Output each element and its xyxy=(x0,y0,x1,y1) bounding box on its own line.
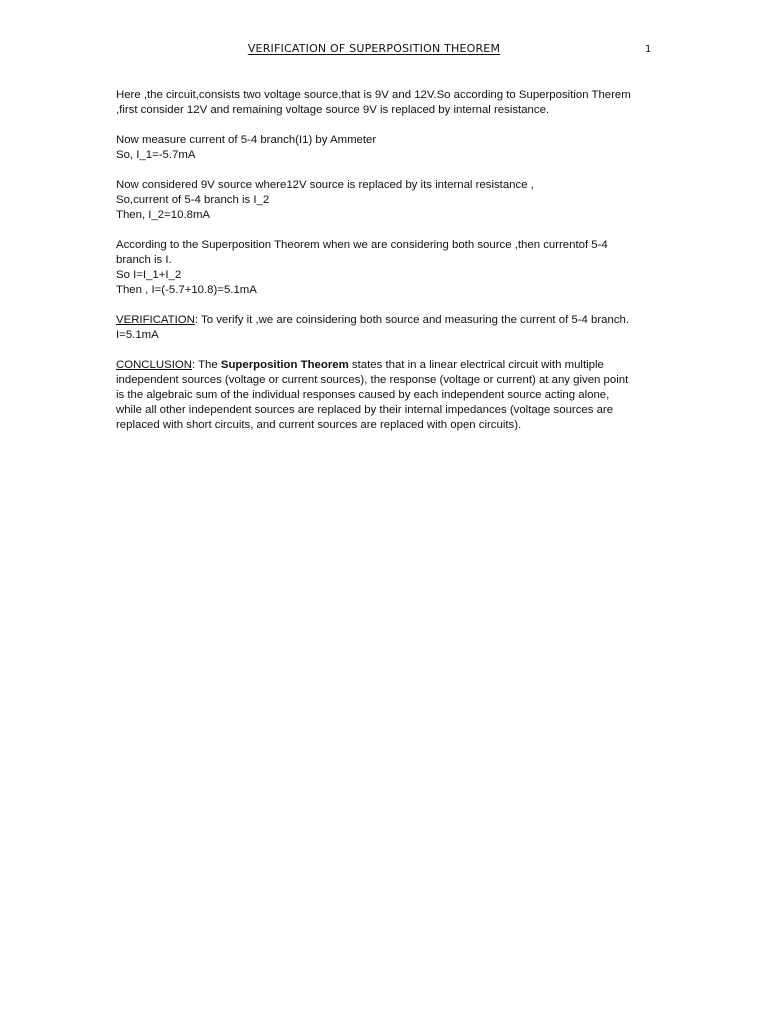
conclusion-intro: : The xyxy=(191,359,221,371)
verification-paragraph xyxy=(116,313,656,343)
theorem-formula: So I=I_1+I_2 xyxy=(116,269,182,281)
conclusion-label: CONCLUSION xyxy=(116,359,192,371)
theorem-paragraph xyxy=(116,238,656,298)
conclusion-text-1: states that in a linear electrical circuit with multiple xyxy=(348,359,604,371)
step1-result: So, I_1=-5.7mA xyxy=(116,149,196,161)
conclusion-line-4: while all other independent sources are replaced by their internal impedances (voltage sources are xyxy=(116,404,614,416)
step2-result: Then, I_2=10.8mA xyxy=(116,209,211,221)
conclusion-line-1 xyxy=(116,358,656,373)
document-title: VERIFICATION OF SUPERPOSITION THEOREM xyxy=(247,42,501,55)
step2-paragraph xyxy=(116,178,656,223)
step2-line-1: Now considered 9V source where12V source is replaced by its internal resistance , xyxy=(116,179,534,191)
conclusion-line-5: replaced with short circuits, and current sources are replaced with open circuits). xyxy=(116,419,522,431)
theorem-result: Then , I=(-5.7+10.8)=5.1mA xyxy=(116,284,257,296)
intro-line-2: ,first consider 12V and remaining voltage source 9V is replaced by internal resistance. xyxy=(116,104,550,116)
page-number: 1 xyxy=(645,44,652,55)
verification-line-1 xyxy=(116,313,656,328)
page-header xyxy=(0,42,768,58)
verification-text: : To verify it ,we are coinsidering both source and measuring the current of 5-4 branch. xyxy=(194,314,630,326)
conclusion-bold-term: Superposition Theorem xyxy=(220,359,349,371)
verification-label: VERIFICATION xyxy=(116,314,195,326)
theorem-line-2: branch is I. xyxy=(116,254,172,266)
conclusion-line-3: is the algebraic sum of the individual responses caused by each independent source acting alone, xyxy=(116,389,610,401)
conclusion-line-2: independent sources (voltage or current sources), the response (voltage or current) at any given point xyxy=(116,374,629,386)
step2-line-2: So,current of 5-4 branch is I_2 xyxy=(116,194,270,206)
intro-line-1: Here ,the circuit,consists two voltage source,that is 9V and 12V.So according to Superposition Therem xyxy=(116,89,631,101)
step1-line-1: Now measure current of 5-4 branch(I1) by Ammeter xyxy=(116,134,377,146)
step1-paragraph xyxy=(116,133,656,163)
verification-result: I=5.1mA xyxy=(116,329,159,341)
document-body xyxy=(116,88,656,448)
theorem-line-1: According to the Superposition Theorem when we are considering both source ,then currentof 5-4 xyxy=(116,239,608,251)
conclusion-paragraph xyxy=(116,358,656,433)
intro-paragraph xyxy=(116,88,656,118)
